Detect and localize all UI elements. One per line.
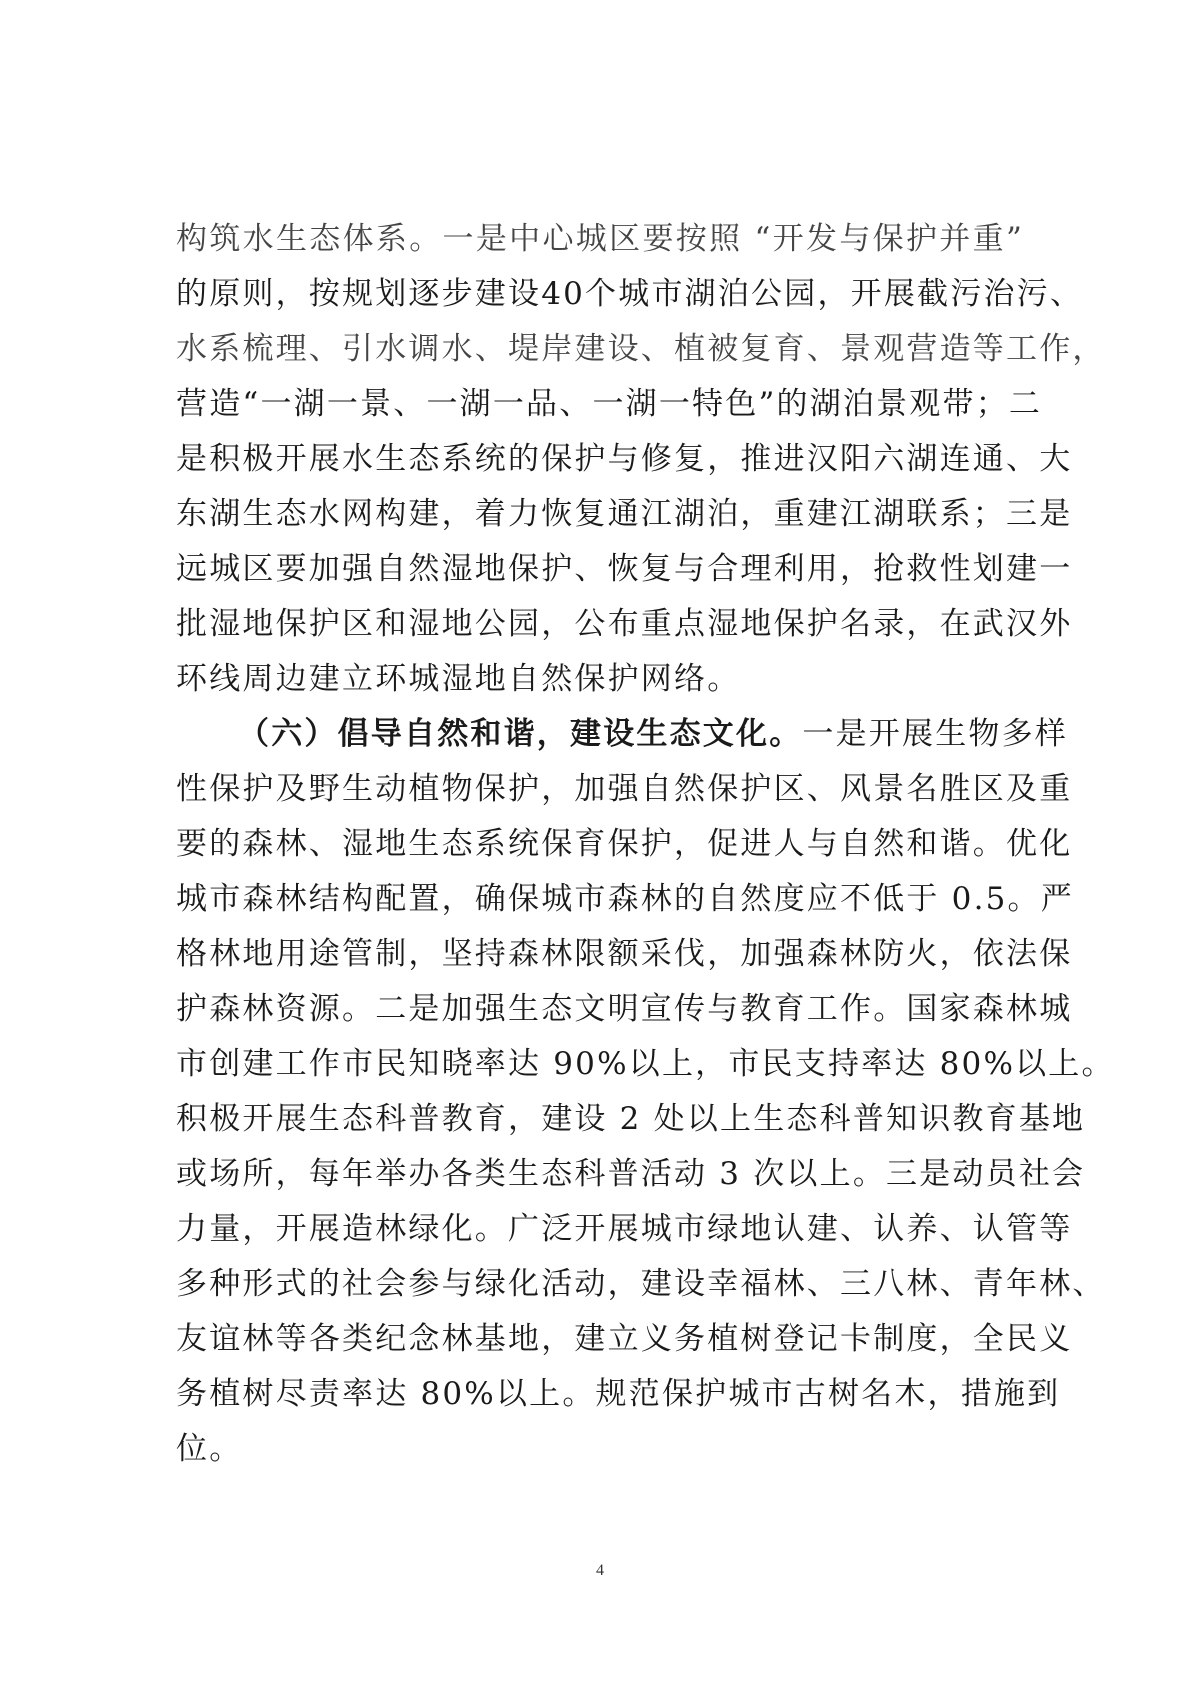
text-line: 城市森林结构配置，确保城市森林的自然度应不低于 0.5。严 xyxy=(176,881,1074,917)
paragraph-ecological-culture xyxy=(176,707,1115,1477)
text-line: 力量，开展造林绿化。广泛开展城市绿地认建、认养、认管等 xyxy=(176,1211,1073,1247)
paragraph-water-ecology xyxy=(176,212,1106,707)
section-heading-line xyxy=(176,707,1069,762)
text-line: 多种形式的社会参与绿化活动，建设幸福林、三八林、青年林、 xyxy=(176,1266,1106,1302)
text-line-rest: 一是开展生物多样 xyxy=(802,716,1069,752)
text-line: 构筑水生态体系。一是中心城区要按照 “开发与保护并重” xyxy=(176,221,1024,257)
text-line: 批湿地保护区和湿地公园，公布重点湿地保护名录，在武汉外 xyxy=(176,606,1073,642)
body-text xyxy=(176,212,1115,1477)
text-line: 格林地用途管制，坚持森林限额采伐，加强森林防火，依法保 xyxy=(176,936,1073,972)
text-line: 积极开展生态科普教育，建设 2 处以上生态科普知识教育基地 xyxy=(176,1101,1086,1137)
text-line: 位。 xyxy=(176,1431,243,1467)
page-number: 4 xyxy=(596,1562,604,1579)
text-line: 护森林资源。二是加强生态文明宣传与教育工作。国家森林城 xyxy=(176,991,1073,1027)
text-line: 友谊林等各类纪念林基地，建立义务植树登记卡制度，全民义 xyxy=(176,1321,1073,1357)
text-line: 是积极开展水生态系统的保护与修复，推进汉阳六湖连通、大 xyxy=(176,441,1073,477)
text-line: 的原则，按规划逐步建设40个城市湖泊公园，开展截污治污、 xyxy=(176,276,1084,312)
text-line: 水系梳理、引水调水、堤岸建设、植被复育、景观营造等工作， xyxy=(176,331,1106,367)
text-line: 性保护及野生动植物保护，加强自然保护区、风景名胜区及重 xyxy=(176,771,1073,807)
text-line: 东湖生态水网构建，着力恢复通江湖泊，重建江湖联系；三是 xyxy=(176,496,1073,532)
text-line: 市创建工作市民知晓率达 90%以上，市民支持率达 80%以上。 xyxy=(176,1046,1115,1082)
text-line: 环线周边建立环城湿地自然保护网络。 xyxy=(176,661,741,697)
text-line: 或场所，每年举办各类生态科普活动 3 次以上。三是动员社会 xyxy=(176,1156,1086,1192)
text-line: 要的森林、湿地生态系统保育保护，促进人与自然和谐。优化 xyxy=(176,826,1073,862)
text-line: 营造“一湖一景、一湖一品、一湖一特色”的湖泊景观带；二 xyxy=(176,386,1043,422)
section-heading: （六）倡导自然和谐，建设生态文化。 xyxy=(238,716,803,752)
text-line: 务植树尽责率达 80%以上。规范保护城市古树名木，措施到 xyxy=(176,1376,1061,1412)
text-line: 远城区要加强自然湿地保护、恢复与合理利用，抢救性划建一 xyxy=(176,551,1073,587)
